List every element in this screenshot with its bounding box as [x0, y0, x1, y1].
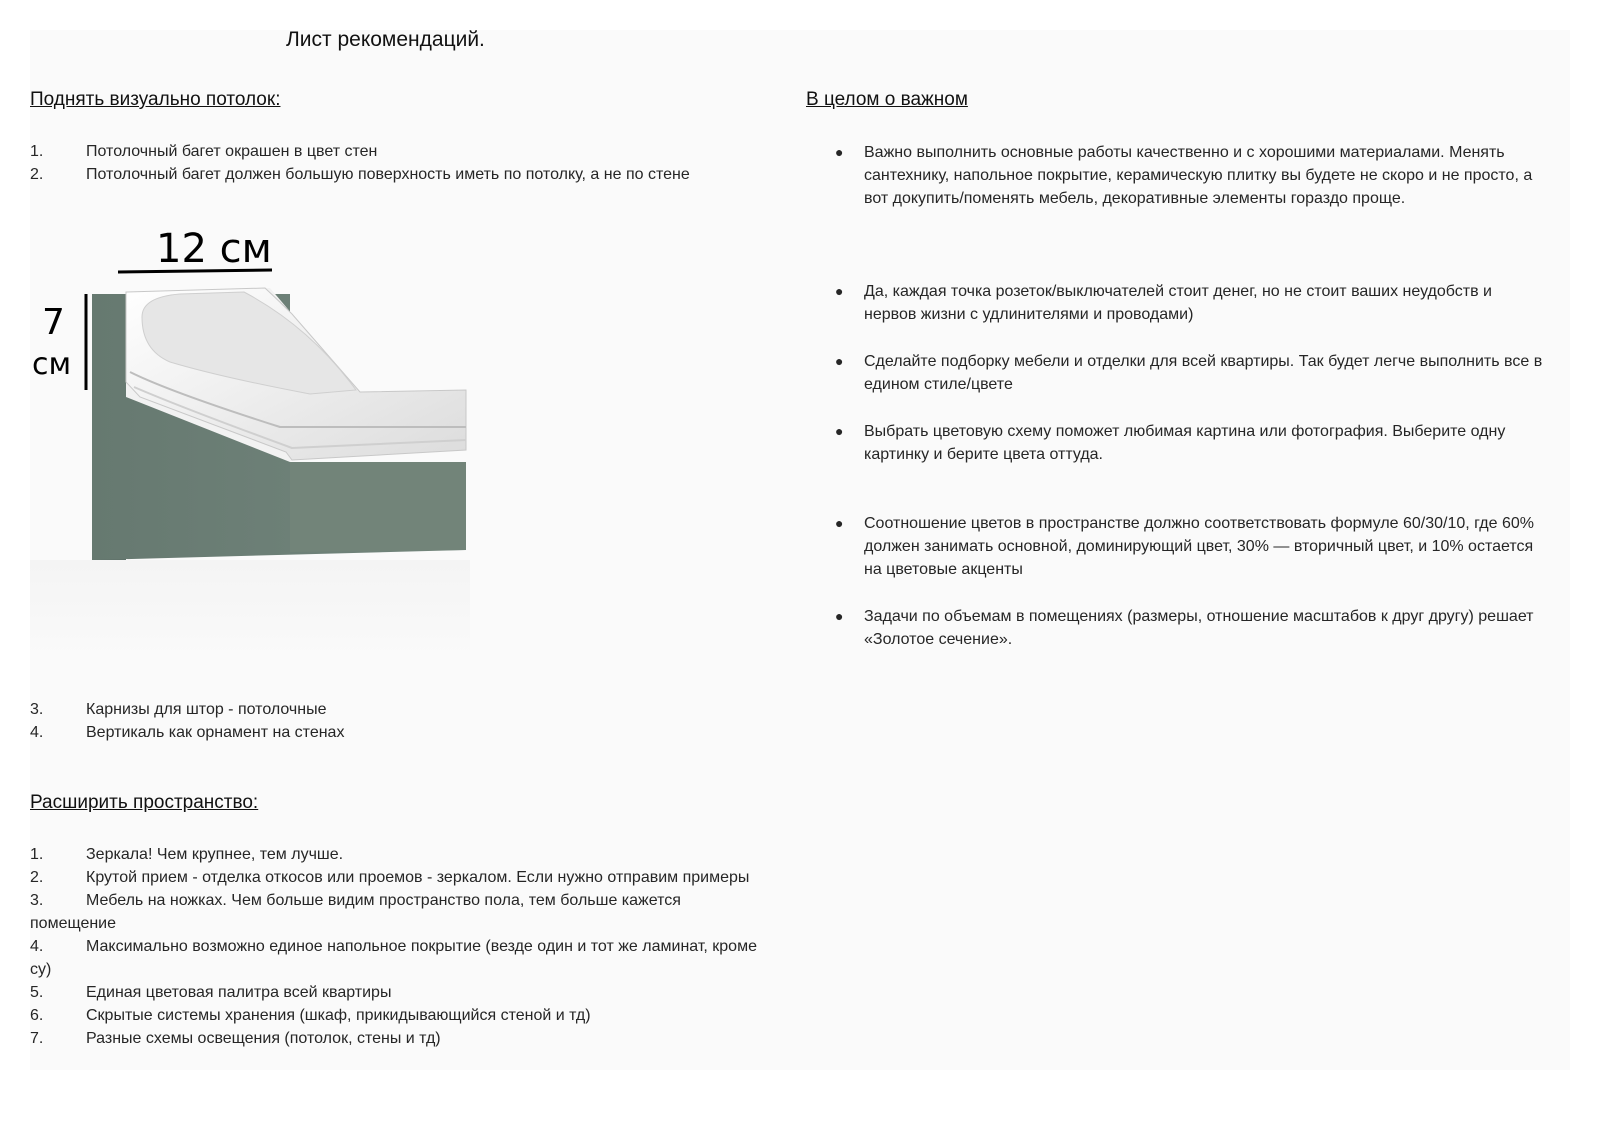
list-item: 1. Зеркала! Чем крупнее, тем лучше. — [30, 846, 344, 863]
list-item: ● Да, каждая точка розеток/выключателей стоит денег, но не стоит ваших неудобств и нервов жизни с удлинителями и проводами) — [832, 280, 1544, 326]
ceiling-molding-figure — [30, 222, 480, 662]
list-item: ● Соотношение цветов в пространстве должно соответствовать формуле 60/30/10, где 60% должен занимать основной, доминирующий цвет, 30% — вторичный цвет, и 10% остается на цветовые акценты — [832, 512, 1544, 581]
reflection — [30, 560, 470, 660]
list-item: 2. Потолочный багет должен большую поверхность иметь по потолку, а не по стене — [30, 166, 690, 183]
list-item: ● Задачи по объемам в помещениях (размеры, отношение масштабов к друг другу) решает «Золотое сечение». — [832, 605, 1544, 651]
section-heading-expand-space: Расширить пространство: — [30, 792, 259, 813]
bullet-icon: ● — [835, 353, 844, 369]
list-item: 7. Разные схемы освещения (потолок, стены и тд) — [30, 1030, 441, 1047]
list-item: ● Сделайте подборку мебели и отделки для всей квартиры. Так будет легче выполнить все в едином стиле/цвете — [832, 350, 1544, 396]
list-item: 2. Крутой прием - отделка откосов или проемов - зеркалом. Если нужно отправим примеры — [30, 869, 750, 886]
list-item: 1. Потолочный багет окрашен в цвет стен — [30, 143, 378, 160]
list-item: 3. Карнизы для штор - потолочные — [30, 701, 327, 718]
raise-ceiling-list — [30, 140, 770, 186]
far-wall — [290, 462, 466, 552]
list-item: 6. Скрытые системы хранения (шкаф, прикидывающийся стеной и тд) — [30, 1007, 591, 1024]
width-label: 12 см — [156, 226, 272, 272]
list-item: 4. Максимально возможно единое напольное покрытие (везде один и тот же ламинат, кроме су) — [30, 938, 757, 978]
bullet-icon: ● — [835, 515, 844, 531]
bullet-icon: ● — [835, 423, 844, 439]
bullet-icon: ● — [835, 608, 844, 624]
bullet-icon: ● — [835, 283, 844, 299]
list-item: 3. Мебель на ножках. Чем больше видим пространство пола, тем больше кажется помещение — [30, 892, 681, 932]
page-title: Лист рекомендаций. — [286, 28, 485, 51]
section-heading-raise-ceiling: Поднять визуально потолок: — [30, 89, 281, 110]
expand-space-list — [30, 843, 760, 1050]
molding-illustration — [30, 222, 480, 662]
list-item: 5. Единая цветовая палитра всей квартиры — [30, 984, 392, 1001]
section-heading-important: В целом о важном — [806, 89, 968, 110]
bullet-icon: ● — [835, 144, 844, 160]
height-label-number: 7 — [42, 302, 65, 343]
raise-ceiling-list-cont — [30, 698, 770, 744]
list-item: 4. Вертикаль как орнамент на стенах — [30, 724, 345, 741]
list-item: ● Важно выполнить основные работы качественно и с хорошими материалами. Менять сантехнику, напольное покрытие, керамическую плитку вы будете не скоро и не просто, а вот докупить/поменять мебель, декоративные элементы гораздо проще. — [832, 141, 1544, 210]
list-item: ● Выбрать цветовую схему поможет любимая картина или фотография. Выберите одну картинку и берите цвета оттуда. — [832, 420, 1544, 466]
height-label-unit: см — [32, 347, 72, 382]
